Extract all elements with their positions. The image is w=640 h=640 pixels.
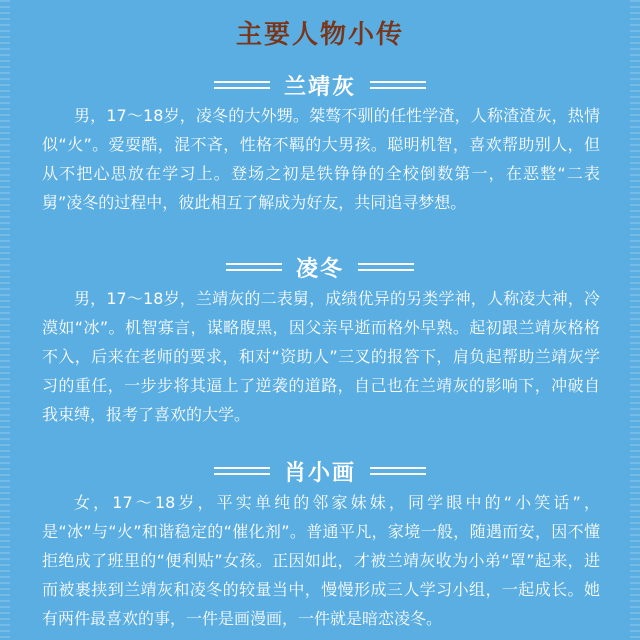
section-name: 凌冬 — [295, 256, 344, 282]
section-body-lanjinghui: 男，17～18岁，凌冬的大外甥。桀骜不驯的任性学渣，人称渣渣灰，热情似“火”。爱耍酷，混不吝，性格不羁的大男孩。聪明机智，喜欢帮助别人，但从不把心思放在学习上。登场之初是铁铮铮的全校倒数第一，在恶整“二表舅”凌冬的过程中，彼此相互了解成为好友，共同追寻梦想。 — [42, 106, 600, 212]
page-title: 主要人物小传 — [235, 20, 404, 50]
header-line-left — [226, 263, 282, 271]
section-header-xiaoxiaohua — [0, 456, 640, 486]
section-header-lanjinghui — [0, 70, 640, 100]
section-body-xiaoxiaohua: 女，17～18岁，平实单纯的邻家妹妹，同学眼中的“小笑话”，是“冰”与“火”和谐稳定的“催化剂”。普通平凡，家境一般，随遇而安，因不懂拒绝成了班里的“便利贴”女孩。正因如此，才被兰靖灰收为小弟“罩”起来，进而被裹挟到兰靖灰和凌冬的较量当中，慢慢形成三人学习小组，一起成长。她有两件最喜欢的事，一件是画漫画，一件就是暗恋凌冬。 — [42, 493, 600, 628]
header-line-left — [214, 467, 270, 475]
section-header-lingdong — [0, 252, 640, 282]
header-line-right — [358, 263, 414, 271]
header-line-right — [370, 467, 426, 475]
header-line-right — [370, 81, 426, 89]
section-body-lingdong: 男，17～18岁，兰靖灰的二表舅，成绩优异的另类学神，人称凌大神，冷漠如“冰”。机智寡言，谋略腹黑，因父亲早逝而格外早熟。起初跟兰靖灰格格不入，后来在老师的要求，和对“资助人”三叉的报答下，肩负起帮助兰靖灰学习的重任，一步步将其逼上了逆袭的道路，自己也在兰靖灰的影响下，冲破自我束缚，报考了喜欢的大学。 — [42, 289, 600, 424]
section-name: 兰靖灰 — [283, 74, 356, 100]
header-line-left — [214, 81, 270, 89]
section-name: 肖小画 — [283, 460, 356, 486]
